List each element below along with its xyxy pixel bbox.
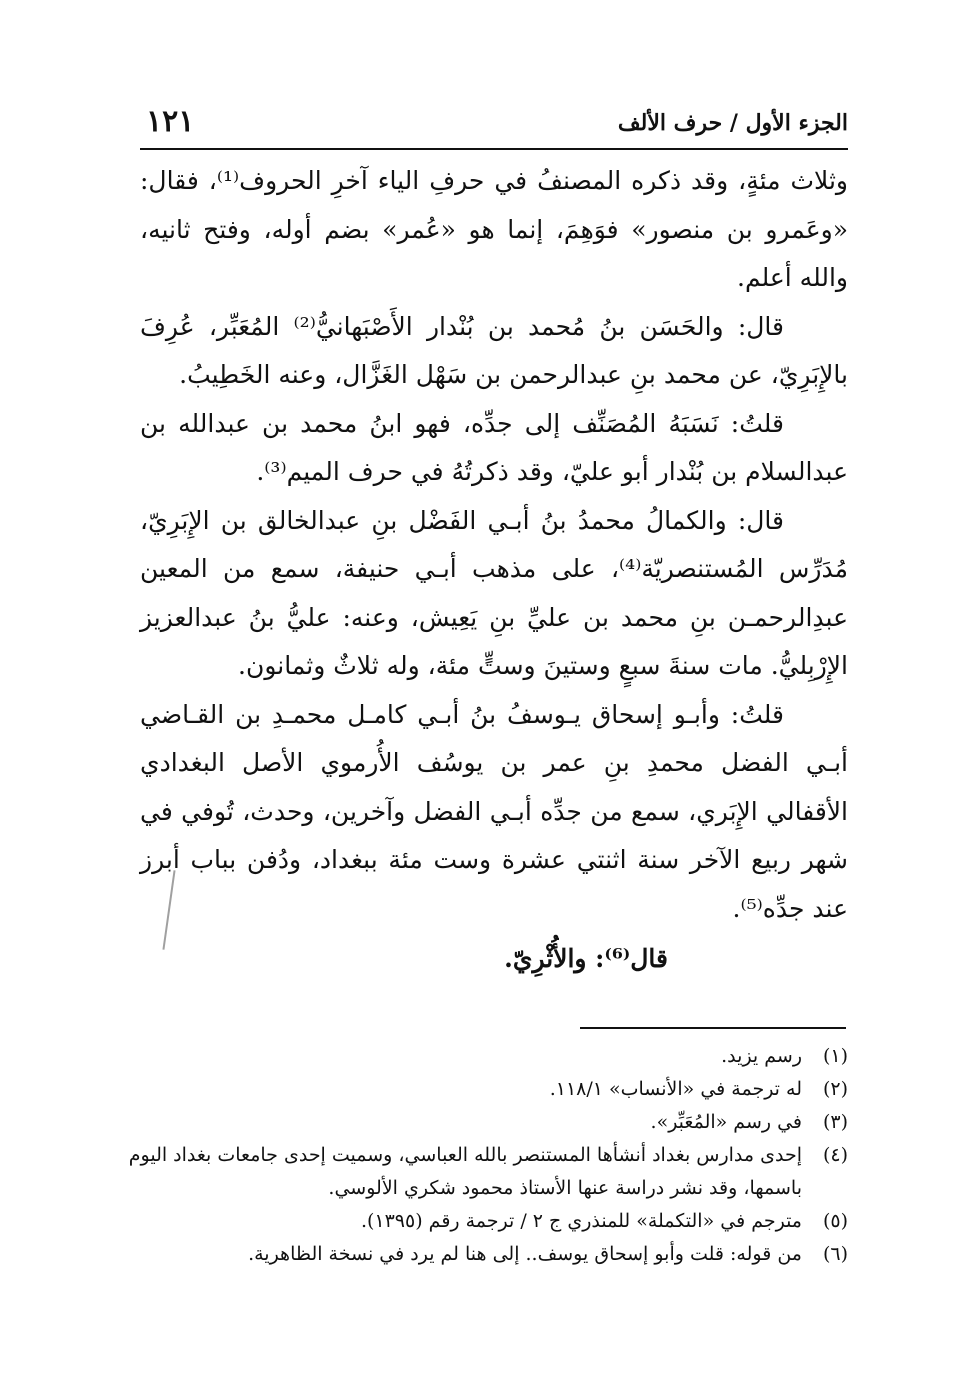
footnote: [108, 1139, 848, 1205]
footnote-text: في رسم «المُعَبِّر».: [650, 1111, 802, 1133]
section-heading: قال⁽⁶⁾: والأُثْرِيّ.: [504, 944, 668, 973]
paragraph: قال: والكمالُ محمدُ بنُ أبـي الفَضْل بنِ عبدالخالق بن الإِبَرِيّ، مُدَرِّس المُستنصريّة⁽⁴⁾، على مذهب أبـي حنيفة، سمع من المعين عبدِالرحمـن بنِ محمد بن عليِّ بنِ يَعِيش، وعنه: عليُّ بنُ عبدالعزيز الإِرْبِليُّ. مات سنةَ سبعٍ وستينَ وستٍّ مئة، وله ثلاثٌ وثمانون.: [140, 505, 848, 680]
footnote-number: (٦): [822, 1243, 848, 1265]
footnote: [108, 1205, 848, 1238]
footnote: [108, 1106, 848, 1139]
footnote-text: له ترجمة في «الأنساب» ١١٨/١.: [549, 1078, 802, 1100]
page-header: [140, 102, 848, 150]
main-text: [140, 157, 848, 984]
footnote-number: (١): [822, 1045, 848, 1067]
footnote-number: (٥): [822, 1210, 848, 1232]
footnote: [108, 1073, 848, 1106]
footnote-text: إحدى مدارس بغداد أنشأها المستنصر بالله العباسي، وسميت إحدى جامعات بغداد اليوم باسمها، وقد نشر دراسة عنها الأستاذ محمود شكري الألوسي.: [128, 1144, 802, 1199]
footnote-number: (٢): [822, 1078, 848, 1100]
running-head: الجزء الأول / حرف الألف: [617, 110, 848, 136]
footnote-text: من قوله: قلت وأبو إسحاق يوسف.. إلى هنا لم يرد في نسخة الظاهرية.: [248, 1243, 802, 1265]
footnote: [108, 1238, 848, 1271]
footnotes: [108, 1040, 848, 1271]
footnote-number: (٣): [822, 1111, 848, 1133]
footnote: [108, 1040, 848, 1073]
footnote-number: (٤): [822, 1144, 848, 1166]
paragraph: قلتُ: وأبـو إسحاق يـوسفُ بنُ أبـي كامـل محمـدِ بن القـاضي أبـي الفضل محمدِ بنِ عمر بن يوسُف الأُرموي الأصل البغدادي الأقفالي الإِبَري، سمع من جدِّه أبـي الفضل وآخرين، وحدث، تُوفي في شهر ربيع الآخر سنة اثنتي عشرة وست مئة ببغداد، ودُفن بباب أبرز عند جدِّه⁽⁵⁾.: [140, 699, 848, 923]
paragraph: وثلاث مئةٍ، وقد ذكره المصنفُ في حرفِ الياء آخرِ الحروف⁽¹⁾، فقال: «وعَمرو بن منصور» فوَهِمَ، إنما هو «عُمر» بضم أوله، وفتح ثانيه، والله أعلم.: [140, 166, 848, 292]
footnote-divider: [580, 1027, 846, 1029]
footnote-text: رسم يزيد.: [721, 1045, 802, 1067]
footnote-text: مترجم في «التكملة» للمنذري ج ٢ / ترجمة رقم (١٣٩٥).: [360, 1210, 802, 1232]
paragraph: قلتُ: نَسَبَهُ المُصَنِّف إلى جدِّه، فهو ابنُ محمد بن عبدالله بن عبدالسلام بن بُنْدار أبو عليّ، وقد ذكرتُهُ في حرف الميم⁽³⁾.: [140, 408, 848, 486]
page-number: ١٢١: [146, 104, 195, 139]
paragraph: قال: والحَسَن بنُ مُحمد بن بُنْدار الأَصْبَهانيُّ⁽²⁾ المُعَبِّر، عُرِفَ بالإِبَرِيّ، عن محمد بنِ عبدالرحمن بن سَهْل الغَزَّال، وعنه الخَطِيبُ.: [140, 311, 848, 389]
